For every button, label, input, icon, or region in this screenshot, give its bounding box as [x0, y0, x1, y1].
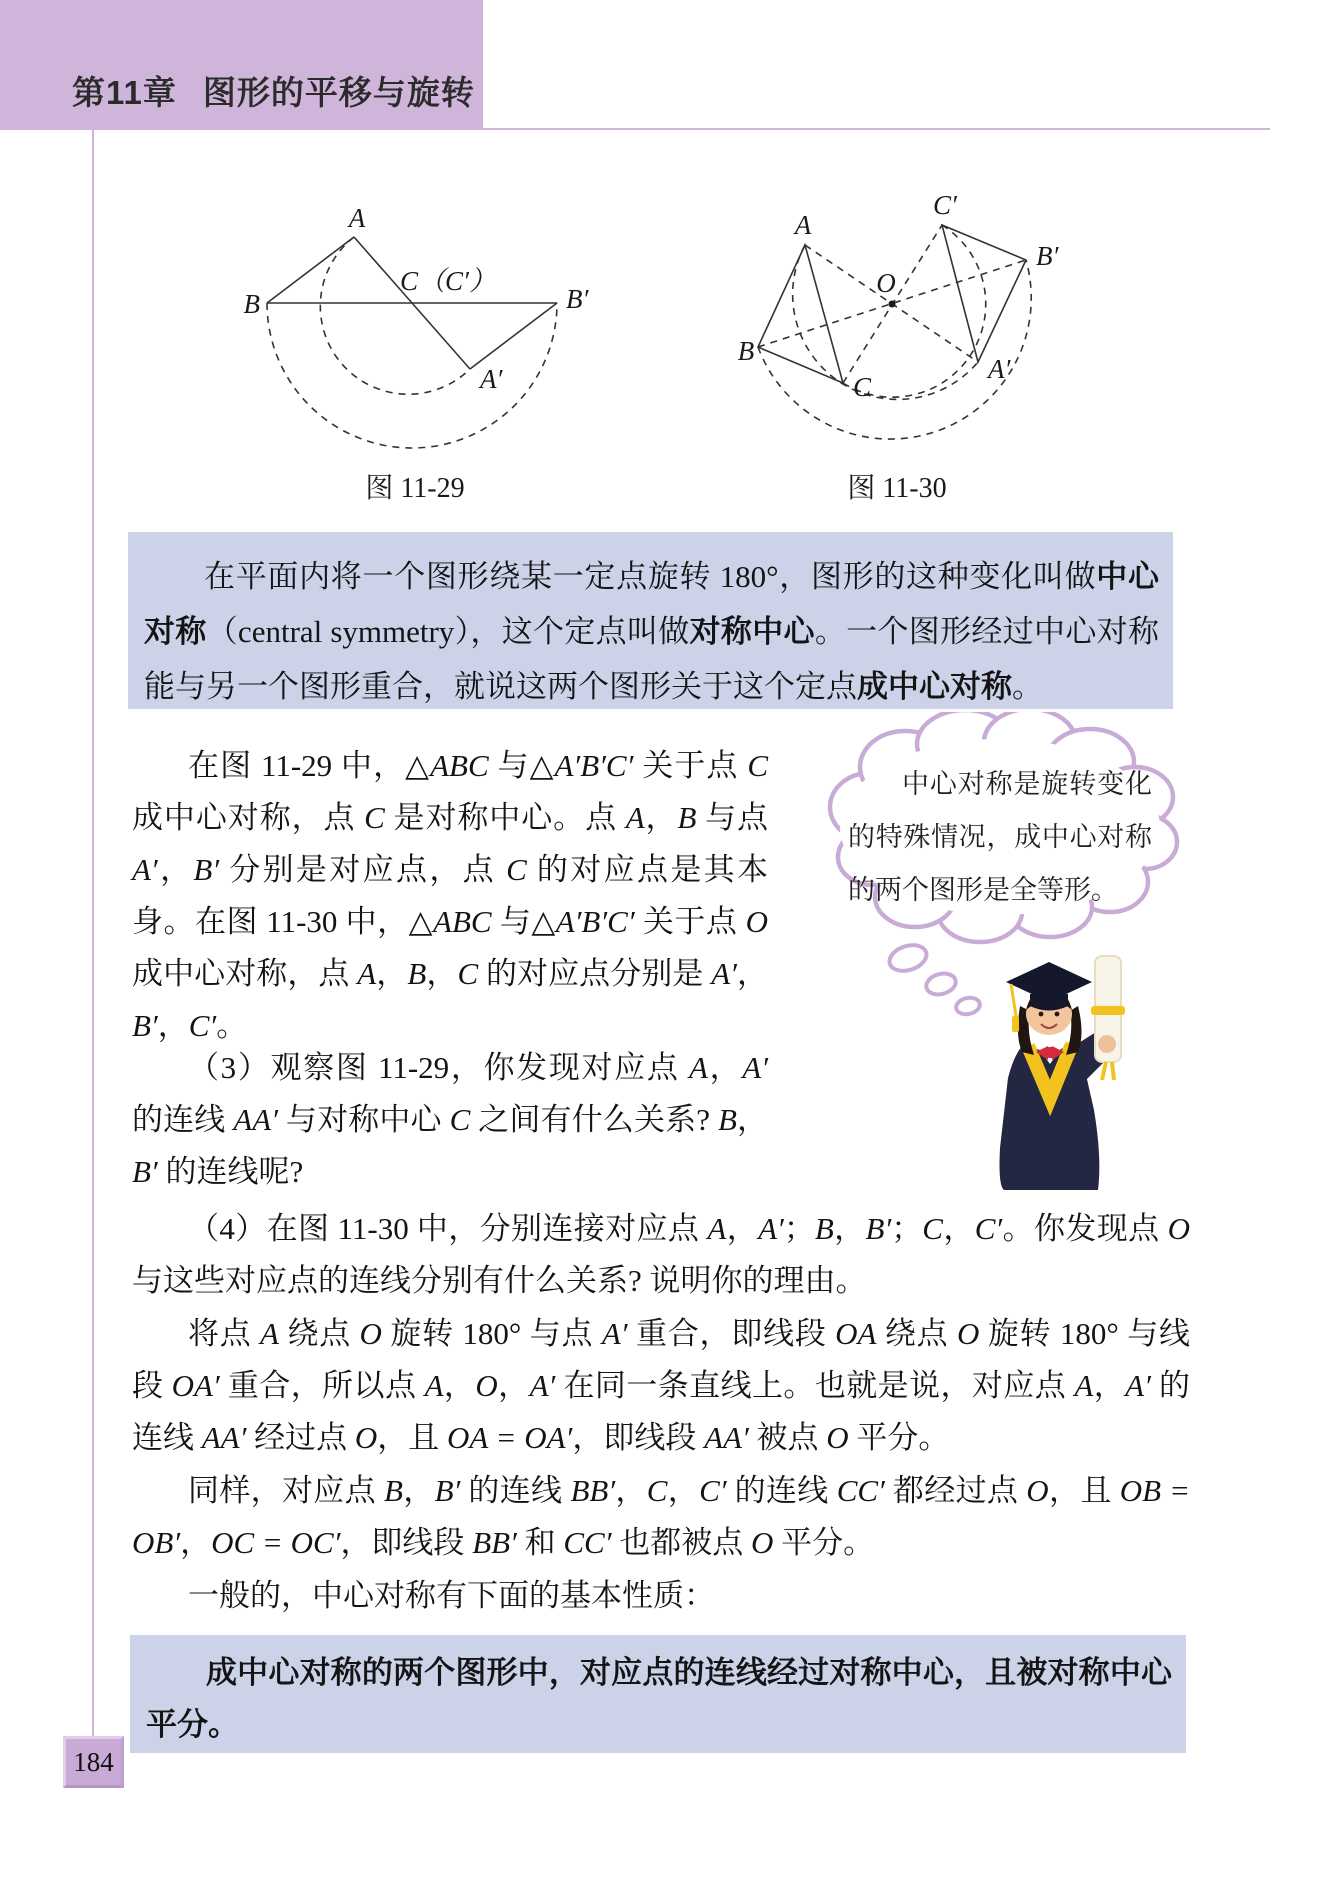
eye-right [1055, 1012, 1060, 1017]
fig30-label-B: B [737, 336, 755, 366]
paragraph-rotation-explain: 将点 A 绕点 O 旋转 180° 与点 A′ 重合，即线段 OA 绕点 O 旋转 180° 与线段 OA′ 重合，所以点 A，O，A′ 在同一条直线上。也就是说，对应点 A，A′ 的连线 AA′ 经过点 O，且 OA = OA′，即线段 AA′ 被点 O 平分。 [132, 1316, 1191, 1455]
paragraph-q4: （4）在图 11-30 中，分别连接对应点 A，A′；B，B′；C，C′。你发现点 O 与这些对应点的连线分别有什么关系? 说明你的理由。 [132, 1211, 1191, 1298]
cloud-note: 中心对称是旋转变化的特殊情况，成中心对称的两个图形是全等形。 [848, 769, 1152, 905]
eye-left [1039, 1012, 1044, 1017]
fig29-label-Bp: B′ [566, 284, 589, 314]
paragraph-similarly: 同样，对应点 B，B′ 的连线 BB′，C，C′ 的连线 CC′ 都经过点 O，且 OB = OB′，OC = OC′，即线段 BB′ 和 CC′ 也都被点 O 平分。 [132, 1473, 1191, 1560]
fig29-label-C: C（C′） [400, 266, 496, 296]
fig30-label-O: O [876, 268, 896, 298]
fig29-line-ApBp [470, 303, 557, 369]
chapter-header [72, 0, 483, 130]
diploma-ribbon [1091, 1006, 1125, 1015]
fig30-caption: 图 11-30 [847, 473, 947, 504]
fig30-label-Ap: A′ [988, 354, 1011, 384]
graduate-girl-photo [980, 948, 1145, 1190]
fig30-triangle-ApBpCp [942, 225, 1026, 362]
fig29-label-B: B [243, 289, 260, 319]
diploma-tassel [1102, 1062, 1114, 1080]
fig29-label-Ap: A′ [480, 364, 503, 394]
fig30-center-dot [889, 301, 896, 308]
fig30-label-A: A [794, 210, 812, 240]
fig29-label-A: A [348, 203, 366, 233]
margin-rule [92, 130, 94, 1737]
thought-bubbles [886, 941, 981, 1017]
cap-tassel-cord [1011, 984, 1016, 1016]
cap-base [1030, 994, 1068, 1011]
paragraph-intro: 在图 11-29 中，△ABC 与△A′B′C′ 关于点 C 成中心对称，点 C 是对称中心。点 A，B 与点 A′，B′ 分别是对应点，点 C 的对应点是其本身。在图 11-30 中，△ABC 与△A′B′C′ 关于点 O 成中心对称，点 A，B，C 的对应点分别是 A′，B′，C′。 [132, 748, 769, 1043]
hand [1098, 1035, 1116, 1053]
fig30-label-Cp: C′ [933, 190, 957, 220]
fig29-outer-arc [267, 303, 557, 448]
figure-11-29 [190, 170, 610, 470]
fig29-line-AB [267, 237, 354, 303]
fig29-inner-arc [320, 237, 470, 394]
fig30-triangle-ABC [758, 245, 843, 383]
header-rule [483, 128, 1270, 130]
cap-tassel-tip [1012, 1016, 1019, 1032]
figure-11-30 [710, 170, 1130, 470]
paragraph-q3: （3）观察图 11-29，你发现对应点 A，A′ 的连线 AA′ 与对称中心 C 之间有什么关系? B，B′ 的连线呢? [132, 1050, 769, 1189]
page-number: 184 [63, 1736, 124, 1788]
paragraph-property-intro: 一般的，中心对称有下面的基本性质： [188, 1578, 715, 1613]
property-box: 成中心对称的两个图形中，对应点的连线经过对称中心，且被对称中心平分。 [130, 1635, 1186, 1753]
fig30-label-C: C [853, 372, 872, 402]
fig29-caption: 图 11-29 [365, 473, 465, 504]
chapter-title: 图形的平移与旋转 [202, 74, 475, 111]
definition-box: 在平面内将一个图形绕某一定点旋转 180°，图形的这种变化叫做中心对称（central symmetry），这个定点叫做对称中心。一个图形经过中心对称能与另一个图形重合，就说这两个图形关于这个定点成中心对称。 [128, 532, 1173, 709]
fig30-label-Bp: B′ [1036, 241, 1059, 271]
chapter-number: 第11章 [72, 74, 177, 111]
